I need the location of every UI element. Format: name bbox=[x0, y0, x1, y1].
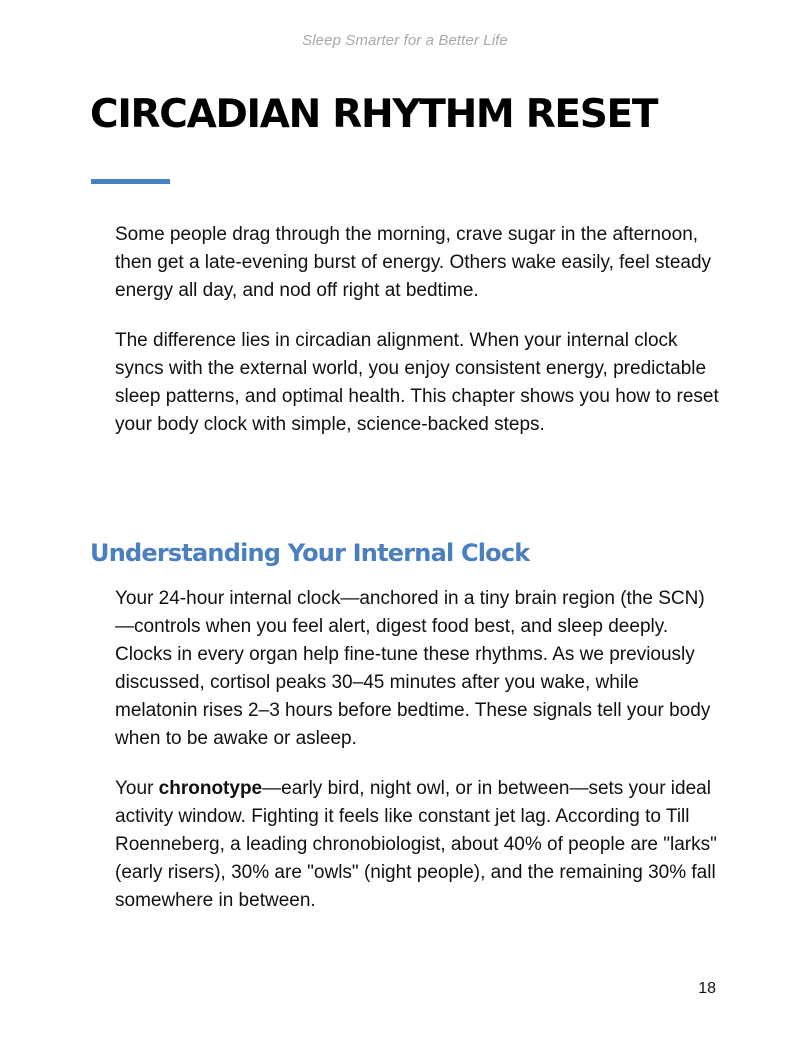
intro-paragraph-2: The difference lies in circadian alignment. When your internal clock syncs with the external world, you enjoy consistent energy, predictable sleep patterns, and optimal health. This chapter shows you how to reset your body clock with simple, science-backed steps. bbox=[115, 330, 719, 435]
paragraph-2-rest: —early bird, night owl, or in between—sets your ideal activity window. Fighting it feels like constant jet lag. According to Till Roenneberg, a leading chronobiologist, about 40% of people are "larks" (early risers), 30% are "owls" (night people), and the remaining 30% fall somewhere in between. bbox=[115, 778, 717, 911]
page-number: 18 bbox=[698, 980, 716, 997]
section-paragraph-2 bbox=[115, 775, 720, 915]
title-underline-rule bbox=[91, 179, 170, 184]
section-paragraph-1: Your 24-hour internal clock—anchored in a tiny brain region (the SCN)—controls when you feel alert, digest food best, and sleep deeply. Clocks in every organ help fine-tune these rhythms. As we previously discussed, cortisol peaks 30–45 minutes after you wake, while melatonin rises 2–3 hours before bedtime. These signals tell your body when to be awake or asleep. bbox=[115, 588, 711, 749]
running-header: Sleep Smarter for a Better Life bbox=[302, 32, 508, 49]
section-heading: Understanding Your Internal Clock bbox=[90, 539, 530, 567]
intro-paragraph-1: Some people drag through the morning, crave sugar in the afternoon, then get a late-evening burst of energy. Others wake easily, feel steady energy all day, and nod off right at bedtime. bbox=[115, 224, 712, 301]
intro-text-block bbox=[115, 221, 720, 461]
section-text-block bbox=[115, 585, 720, 937]
chronotype-term: chronotype bbox=[158, 778, 263, 799]
paragraph-2-prefix: Your bbox=[115, 778, 159, 799]
chapter-title: CIRCADIAN RHYTHM RESET bbox=[90, 92, 658, 137]
